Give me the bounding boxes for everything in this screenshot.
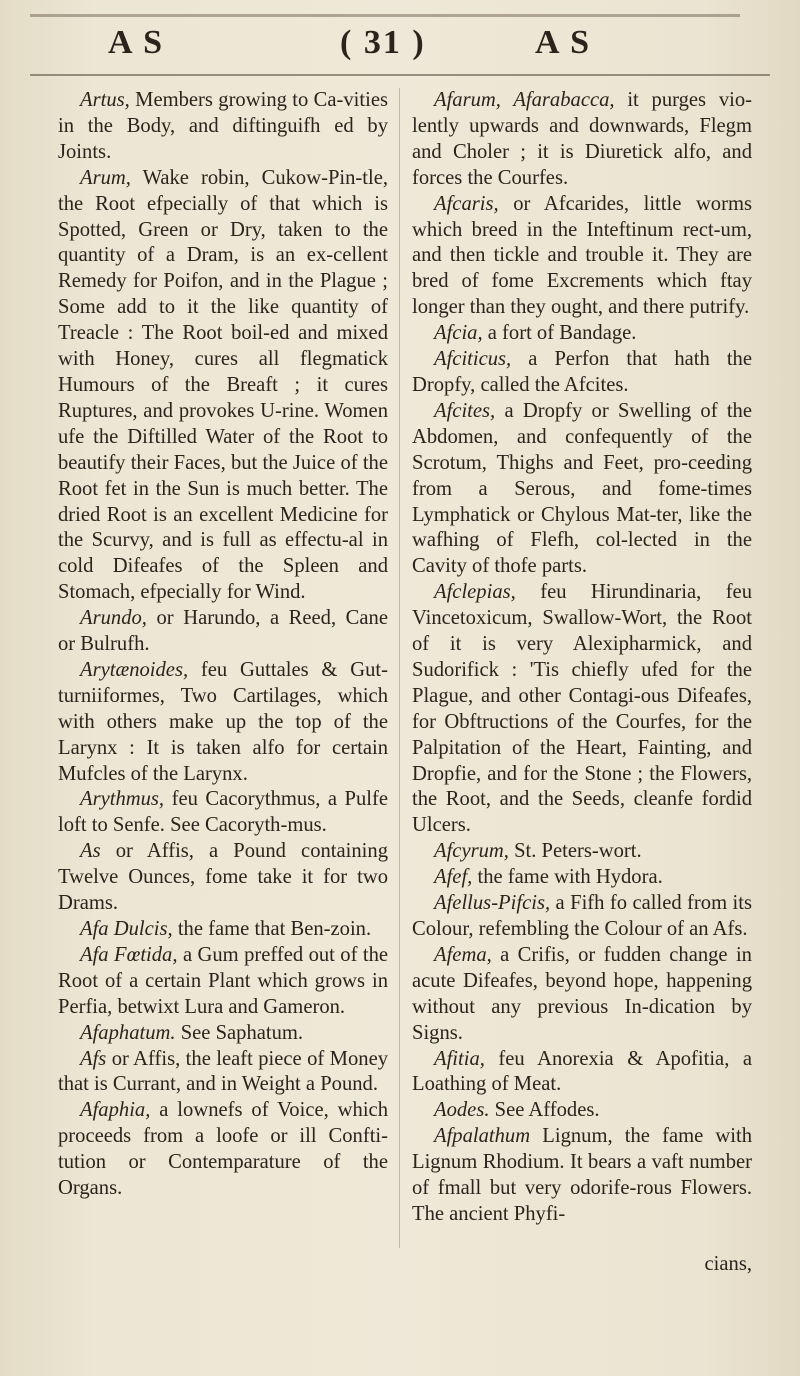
entry-headword: Arum, [80, 166, 131, 189]
entry-headword: Afcyrum, [434, 840, 509, 863]
entry-text: a Perfon that hath the Dropfy, called the Afcites. [412, 348, 752, 396]
entry-text: or Afcarides, little worms which breed in the Inteftinum rect-um, and then tickle and trouble it. They are bred of fome Excrements which ftay longer than they ought, and there putrify. [412, 192, 752, 319]
entry-headword: Afciticus, [434, 348, 512, 371]
catchword: cians, [704, 1253, 752, 1275]
dictionary-entry [412, 192, 752, 322]
header-rule [30, 74, 770, 76]
page-top-edge [30, 14, 740, 17]
entry-text: a Gum preffed out of the Root of a certain Plant which grows in Perfia, betwixt Lura and Gameron. [58, 943, 389, 1018]
entry-headword: Arythmus, [80, 788, 165, 811]
dictionary-entry [58, 787, 388, 839]
entry-text: or Affis, a Pound containing Twelve Ounces, fome take it for two Drams. [58, 840, 388, 915]
entry-headword: Arytænoides, [80, 658, 189, 681]
entry-headword: Afitia, [434, 1047, 485, 1070]
entry-text: the fame that Ben-zoin. [177, 918, 372, 940]
entry-text: Wake robin, Cukow-Pin-tle, the Root efpecially of that which is Spotted, Green or Dry, taken to the quantity of a Dram, is an ex-cellent Remedy for Poifon, and in the Plague ; Some add to it the like quantity of Treacle : The Root boil-ed and mixed with Honey, cures all flegmatick Humours of the Breaft ; it cures Ruptures, and provokes U-rine. Women ufe the Diftilled Water of the Root to beautify their Faces, but the Juice of the Root fet in the Sun is much better. The dried Root is an excellent Medicine for the Scurvy, and is full as effectu-al in cold Difeafes of the Spleen and Stomach, efpecially for Wind. [58, 166, 389, 604]
entry-text: or Affis, the leaft piece of Money that is Currant, and in Weight a Pound. [58, 1047, 389, 1096]
entry-text: feu Hirundinaria, feu Vincetoxicum, Swallow-Wort, the Root of it is very Alexipharmick, and Sudorifick : 'Tis chiefly ufed for the Plague, and other Contagi-ous Difeafes, for Obftructions of the Courfes, for the Palpitation of the Heart, Fainting, and Dropfie, and for the Stone ; the Flowers, the Root, and the Seeds, cleanfe fordid Ulcers. [412, 581, 752, 837]
entry-text: Members growing to Ca-vities in the Body, and diftinguifh ed by Joints. [58, 89, 388, 163]
entry-text: See Saphatum. [180, 1021, 304, 1044]
dictionary-entry [58, 943, 388, 1021]
entry-text: See Affodes. [494, 1099, 600, 1122]
entry-headword: Afs [80, 1047, 107, 1070]
entry-headword: As [80, 840, 101, 863]
entry-text: feu Anorexia & Apofitia, a Loathing of Meat. [412, 1047, 752, 1096]
entry-text: it purges vio-lently upwards and downwards, Flegm and Choler ; it is Diuretick alfo, and forces the Courfes. [412, 89, 752, 189]
entry-text: a fort of Bandage. [487, 322, 637, 345]
dictionary-entry [58, 606, 388, 658]
entry-headword: Afaphatum. [80, 1021, 176, 1044]
dictionary-entry [58, 1021, 388, 1047]
dictionary-entry [412, 943, 752, 1047]
entry-text: the fame with Hydora. [477, 866, 663, 889]
entry-text: feu Guttales & Gut-turniiformes, Two Cartilages, which with others make up the top of the Larynx : It is taken alfo for certain Mufcles of the Larynx. [58, 658, 388, 785]
entry-headword: Afpalathum [434, 1125, 531, 1148]
running-header [0, 24, 800, 74]
entry-text: feu Cacorythmus, a Pulfe loft to Senfe. See Cacoryth-mus. [58, 788, 388, 837]
header-left: A S [108, 24, 165, 61]
dictionary-entry [412, 321, 752, 347]
entry-text: a lownefs of Voice, which proceeds from a loofe or ill Confti-tution or Contemparature of the Organs. [58, 1099, 388, 1200]
entry-text: a Crifis, or fudden change in acute Difeafes, beyond hope, happening without any previous In-dication by Signs. [412, 943, 752, 1044]
dictionary-entry [58, 166, 388, 606]
entry-headword: Afcites, [434, 399, 496, 422]
entry-headword: Aodes. [434, 1099, 490, 1122]
entry-headword: Afclepias, [434, 581, 516, 604]
dictionary-entry [412, 399, 752, 580]
dictionary-entry [58, 1098, 388, 1202]
entry-text: Lignum, the fame with Lignum Rhodium. It bears a vaft number of fmall but very odorife-rous Flowers. The ancient Phyfi- [412, 1125, 752, 1225]
header-right: A S [535, 24, 592, 61]
entry-headword: Afa Fœtida, [80, 943, 178, 966]
dictionary-entry [412, 865, 752, 891]
dictionary-entry [412, 891, 752, 943]
entry-headword: Afaphia, [80, 1099, 151, 1122]
dictionary-entry [58, 917, 388, 943]
entry-text: a Fifh fo called from its Colour, refembling the Colour of an Afs. [412, 892, 752, 940]
entry-headword: Afcaris, [434, 192, 499, 215]
entry-text: or Harundo, a Reed, Cane or Bulrufh. [58, 607, 388, 656]
entry-text: a Dropfy or Swelling of the Abdomen, and confequently of the Scrotum, Thighs and Feet, pro-ceeding from a Serous, and fome-times Lymphatick or Chylous Mat-ter, like the wafhing of Flefh, col-lected in the Cavity of thofe parts. [412, 399, 752, 578]
dictionary-entry [58, 88, 388, 166]
dictionary-entry [58, 839, 388, 917]
dictionary-entry [412, 347, 752, 399]
dictionary-entry [412, 88, 752, 192]
entry-headword: Afcia, [434, 322, 483, 345]
dictionary-entry [58, 1047, 388, 1099]
right-column [412, 88, 752, 1228]
left-column [58, 88, 388, 1202]
dictionary-entry [412, 580, 752, 839]
entry-headword: Afarum, Afarabacca, [434, 89, 615, 111]
entry-headword: Afef, [434, 866, 473, 889]
dictionary-entry [412, 839, 752, 865]
entry-text: St. Peters-wort. [514, 840, 642, 863]
entry-headword: Afellus-Pifcis, [434, 892, 551, 915]
dictionary-entry [412, 1047, 752, 1099]
entry-headword: Afa Dulcis, [80, 918, 173, 940]
page-number: ( 31 ) [340, 24, 426, 61]
column-divider [399, 88, 400, 1248]
dictionary-entry [412, 1098, 752, 1124]
entry-headword: Artus, [80, 89, 130, 111]
dictionary-entry [412, 1124, 752, 1228]
dictionary-entry [58, 658, 388, 788]
entry-headword: Arundo, [80, 607, 147, 630]
entry-headword: Afema, [434, 943, 492, 966]
